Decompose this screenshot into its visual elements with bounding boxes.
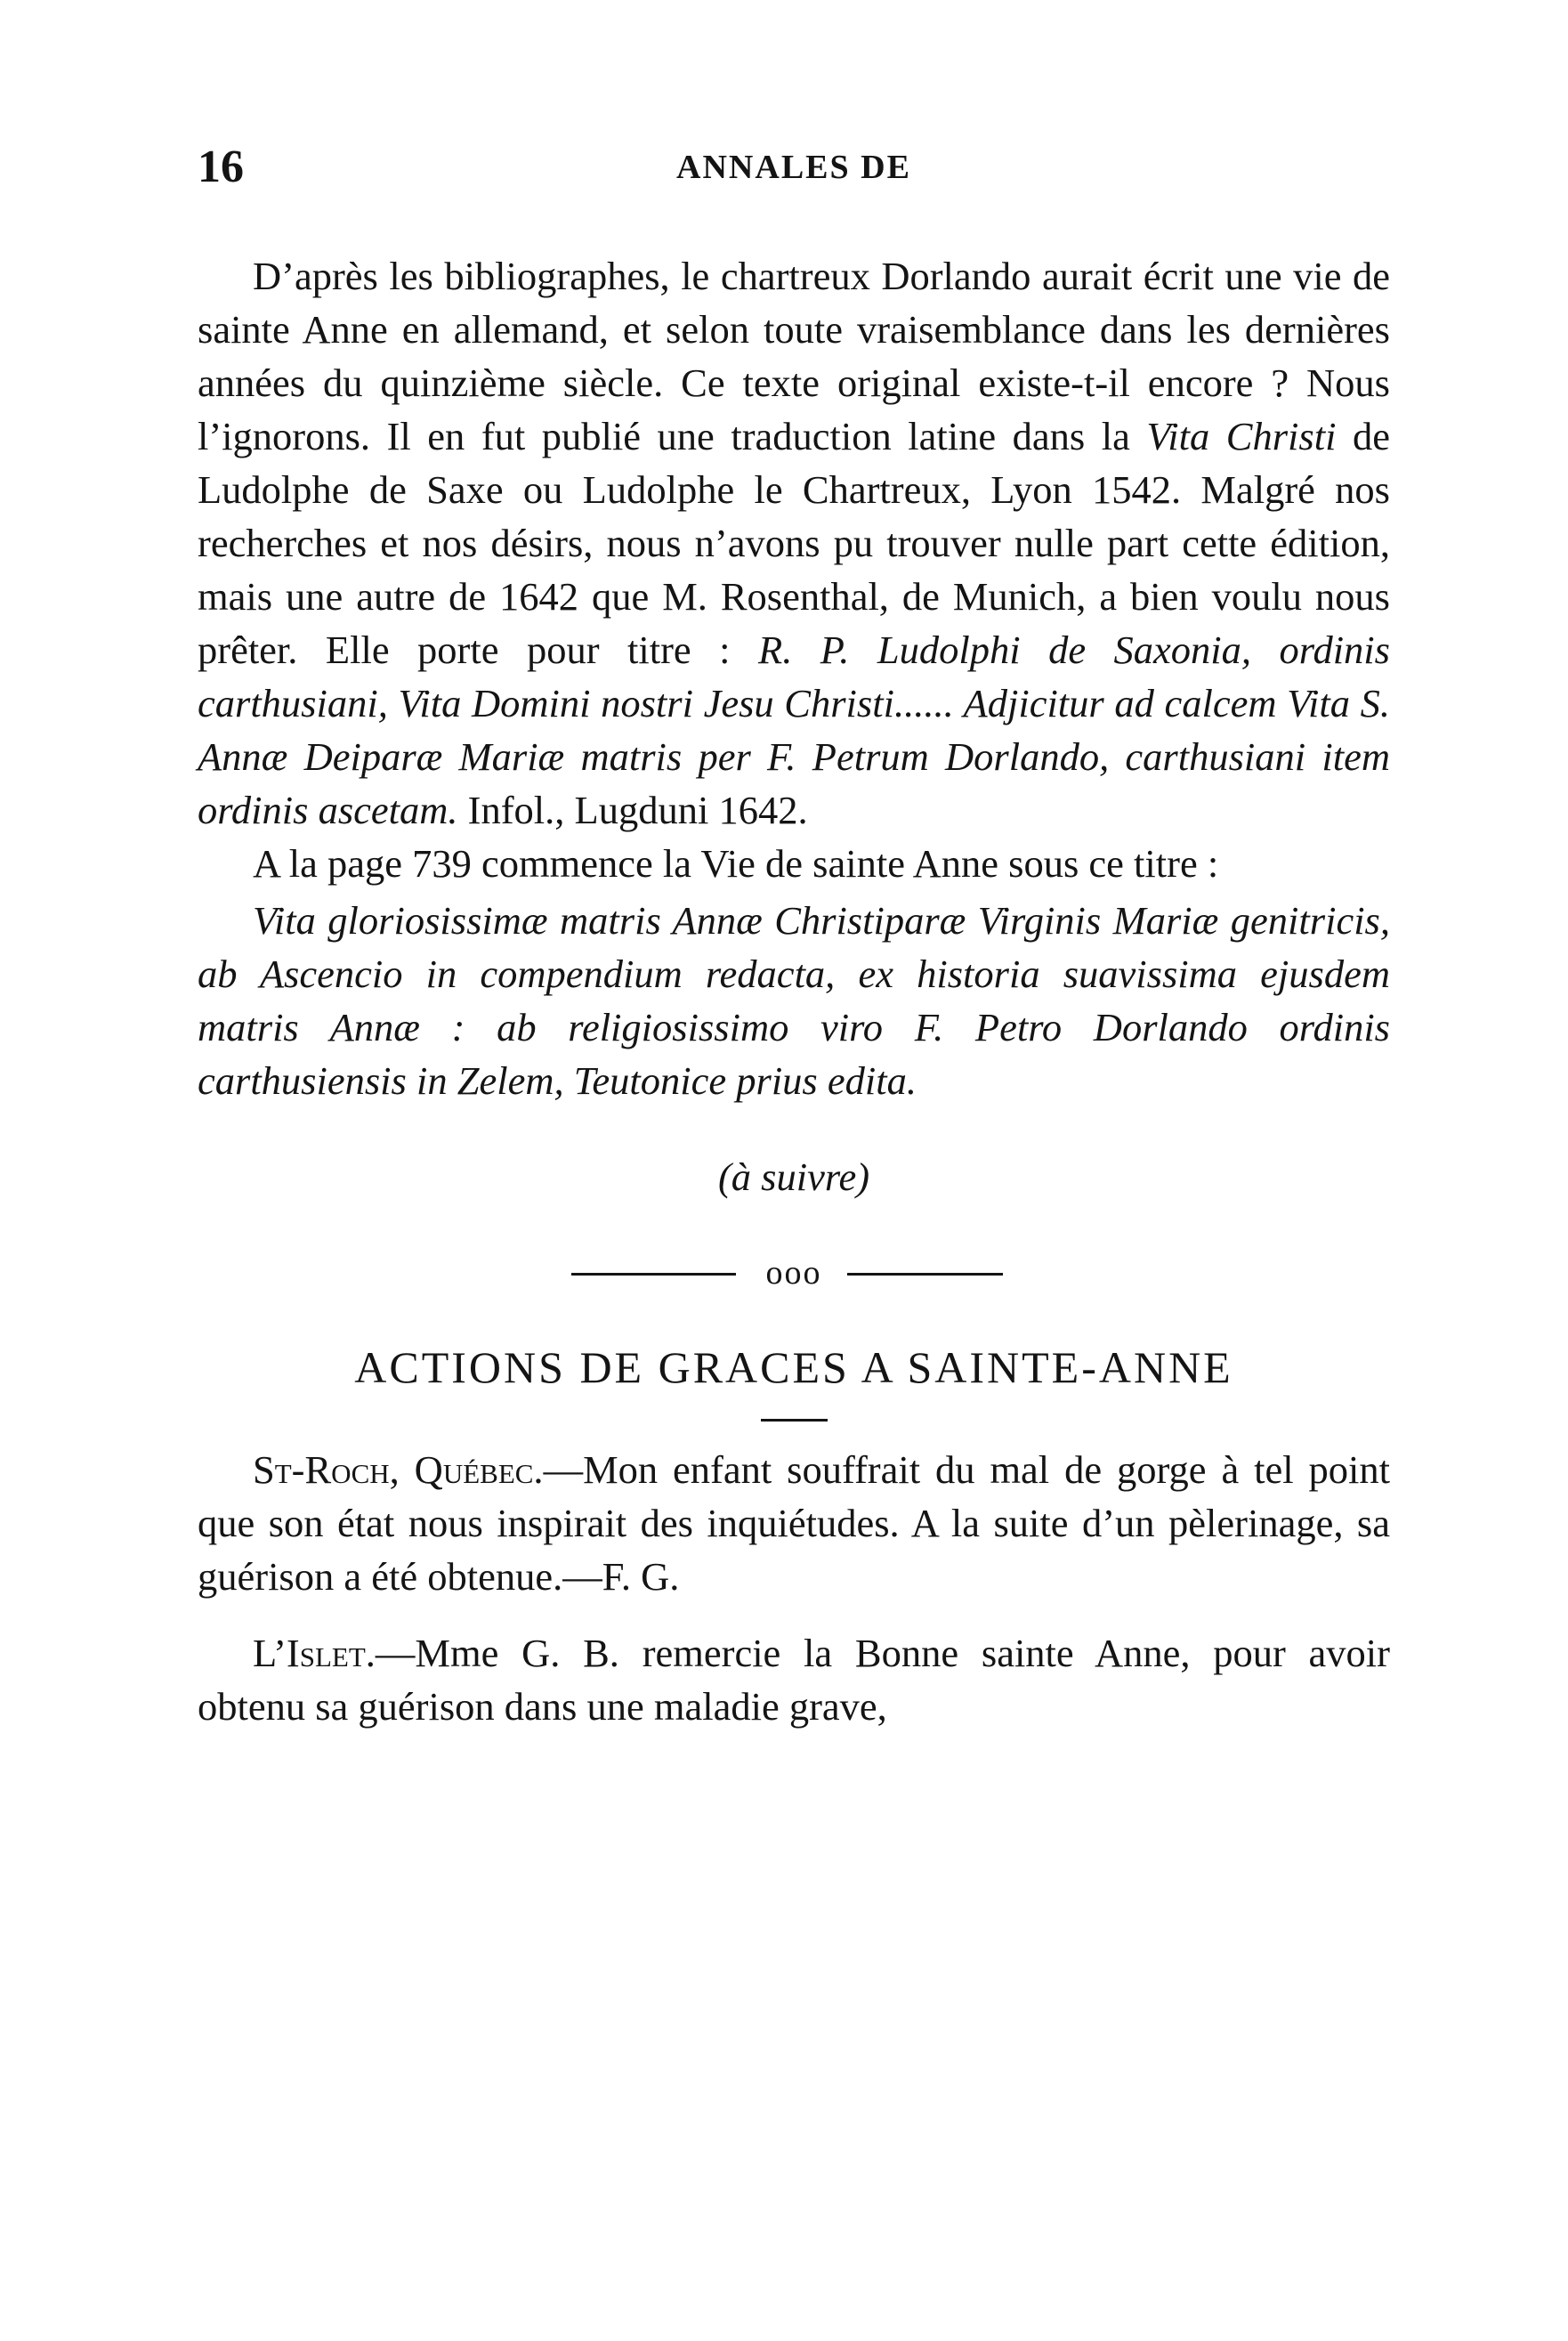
page-header bbox=[198, 141, 1390, 194]
entry-place: St-Roch, Québec. bbox=[253, 1447, 544, 1492]
divider-rule-right bbox=[847, 1273, 1003, 1276]
italic-title: Vita Christi bbox=[1146, 414, 1337, 458]
paragraph-text: de Ludolphe de Saxe ou Ludolphe le Chartreux, Lyon 1542. Malgré nos recherches et nos désirs, nous n’avons pu trouver nulle part cette édition, mais une autre de 1642 que M. Rosenthal, de Munich, a bien voulu nous prêter. Elle porte pour titre : bbox=[198, 414, 1390, 672]
latin-title-quote: Vita gloriosissimæ matris Annæ Christiparæ Virginis Mariæ genitricis, ab Ascencio in compendium redacta, ex historia suavissima ejusdem matris Annæ : ab religiosissimo viro F. Petro Dorlando ordinis carthusiensis in Zelem, Teutonice prius edita. bbox=[198, 898, 1390, 1103]
section-title: ACTIONS DE GRACES A SAINTE-ANNE bbox=[354, 1342, 1233, 1392]
page-body bbox=[198, 249, 1390, 1756]
title-rule bbox=[761, 1419, 828, 1422]
entry-text: —Mon enfant souffrait du mal de gorge à tel point que son état nous inspirait des inquiétudes. A la suite d’un pèlerinage, sa guérison a été obtenue.—F. G. bbox=[198, 1447, 1390, 1599]
section-divider bbox=[198, 1246, 1390, 1300]
paragraph-text: Infol., Lugduni 1642. bbox=[457, 788, 808, 832]
page-number: 16 bbox=[198, 142, 244, 192]
divider-rule-left bbox=[571, 1273, 736, 1276]
thanksgiving-entry bbox=[198, 1626, 1390, 1733]
paragraph-page-reference: A la page 739 commence la Vie de sainte Anne sous ce titre : bbox=[253, 841, 1219, 886]
entry-place: L’Islet. bbox=[253, 1631, 376, 1675]
paragraph-bibliography bbox=[198, 249, 1390, 837]
entry-text: —Mme G. B. remercie la Bonne sainte Anne, pour avoir obtenu sa guérison dans une maladie grave, bbox=[198, 1631, 1390, 1729]
thanksgiving-entry bbox=[198, 1443, 1390, 1603]
divider-mark: ooo bbox=[765, 1254, 822, 1292]
italic-title: R. P. Ludolphi de Saxonia, ordinis carthusiani, Vita Domini nostri Jesu Christi...... Adjicitur ad calcem Vita S. Annæ Deiparæ Mariæ matris per F. Petrum Dorlando, carthusiani item ordinis ascetam. bbox=[198, 628, 1390, 832]
running-head: ANNALES DE bbox=[676, 149, 911, 186]
paragraph-text: D’après les bibliographes, le chartreux Dorlando aurait écrit une vie de sainte Anne en allemand, et selon toute vraisemblance dans les dernières années du quinzième siècle. Ce texte original existe-t-il encore ? Nous l’ignorons. Il en fut publié une traduction latine dans la bbox=[198, 254, 1390, 458]
continued-note: (à suivre) bbox=[717, 1154, 870, 1199]
